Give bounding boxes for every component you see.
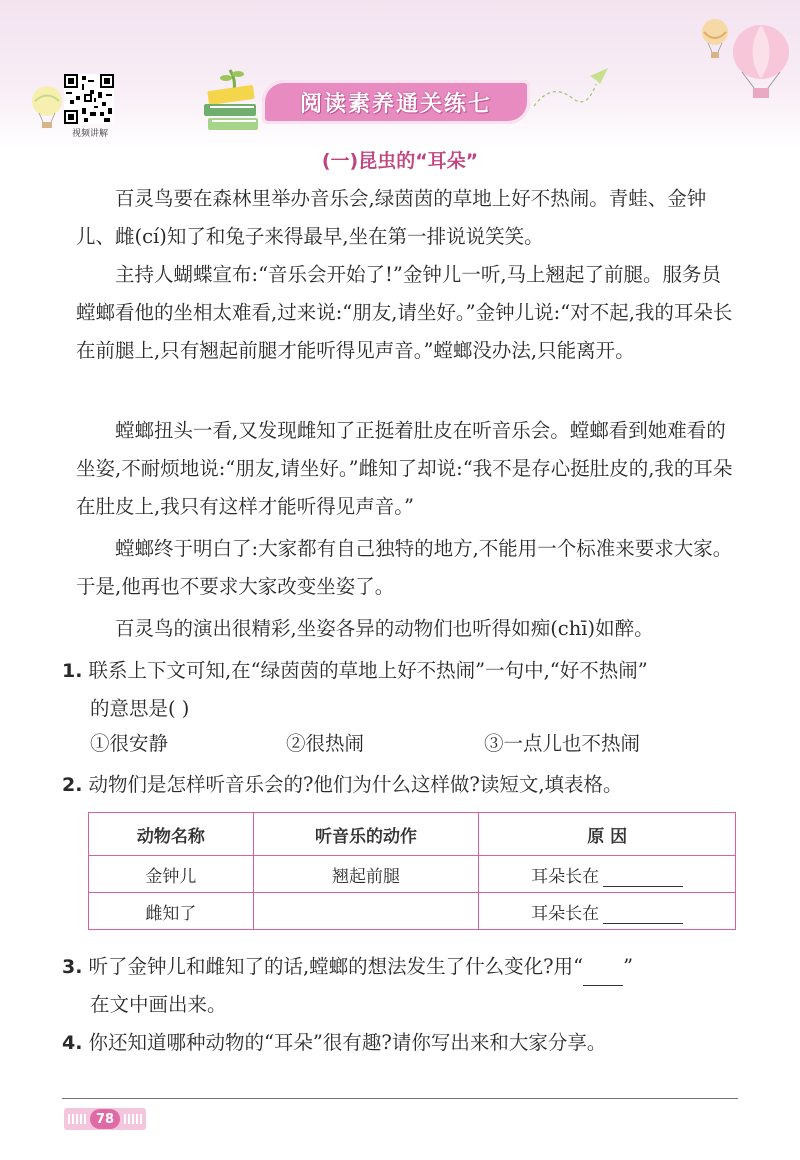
underline-sample [583,965,623,986]
passage-paragraph-3: 螳螂扭头一看,又发现雌知了正挺着肚皮在听音乐会。螳螂看到她难看的坐姿,不耐烦地说:“朋友,请坐好。”雌知了却说:“我不是存心挺肚皮的,我的耳朵在肚皮上,我只有这样才能听得见声音。” [76,419,733,518]
page-title: 阅读素养通关练七 [299,91,492,117]
table-row [89,856,736,893]
passage-paragraph-5: 百灵鸟的演出很精彩,坐姿各异的动物们也听得如痴(chī)如醉。 [115,617,654,640]
answer-line[interactable] [62,1098,738,1099]
option-1[interactable]: ①很安静 [90,732,169,755]
qr-caption: 视频讲解 [71,129,108,139]
question-4-number: 4. [62,1032,83,1054]
table-row [89,893,736,930]
table-cell-animal: 金钟儿 [89,856,254,893]
paper-plane-icon [532,62,612,112]
table-cell-reason[interactable] [479,856,736,893]
question-3 [62,948,742,1024]
books-icon [200,66,264,136]
question-1-number: 1. [62,660,83,682]
answer-blank[interactable] [603,903,683,924]
question-1-options [90,728,730,762]
page-title-banner [262,80,530,124]
question-1 [62,652,742,728]
question-3-number: 3. [62,956,83,978]
question-2-text: 动物们是怎样听音乐会的?他们为什么这样做?读短文,填表格。 [88,773,623,796]
hot-air-balloon-small-icon [700,18,730,62]
badge-stripe-left [68,1114,86,1124]
answer-blank[interactable] [603,866,683,887]
hot-air-balloon-large-icon [730,24,792,104]
answer-table [88,812,736,930]
question-2-number: 2. [62,774,83,796]
table-cell-reason[interactable] [479,893,736,930]
table-cell-action-empty[interactable] [253,893,479,930]
page-number: 78 [90,1109,120,1129]
question-3-line1b: ” [623,955,634,978]
qr-code-icon[interactable] [64,74,114,124]
reason-prefix: 耳朵长在 [531,866,600,887]
question-1-line2[interactable]: 的意思是( ) [90,697,190,720]
question-4-text: 你还知道哪种动物的“耳朵”很有趣?请你写出来和大家分享。 [88,1031,607,1054]
question-3-line2: 在文中画出来。 [90,993,227,1016]
passage-paragraph-2: 主持人蝴蝶宣布:“音乐会开始了!”金钟儿一听,马上翘起了前腿。服务员螳螂看他的坐相太难看,过来说:“朋友,请坐好。”金钟儿说:“对不起,我的耳朵长在前腿上,只有翘起前腿才能听得见声音。”螳螂没办法,只能离开。 [76,263,733,362]
table-header-row [89,813,736,856]
table-cell-action: 翘起前腿 [253,856,479,893]
page-number-badge [64,1108,146,1130]
badge-stripe-right [124,1114,142,1124]
question-3-line1a: 听了金钟儿和雌知了的话,螳螂的想法发生了什么变化?用“ [88,955,584,978]
passage-title: (一)昆虫的“耳朵” [321,150,479,172]
option-2[interactable]: ②很热闹 [286,732,365,755]
reason-prefix: 耳朵长在 [531,903,600,924]
question-1-line1: 联系上下文可知,在“绿茵茵的草地上好不热闹”一句中,“好不热闹” [88,659,648,682]
option-3[interactable]: ③一点儿也不热闹 [484,732,641,755]
table-cell-animal: 雌知了 [89,893,254,930]
table-header-action: 听音乐的动作 [253,813,479,856]
table-header-animal: 动物名称 [89,813,254,856]
table-header-reason: 原 因 [479,813,736,856]
passage-paragraph-4: 螳螂终于明白了:大家都有自己独特的地方,不能用一个标准来要求大家。于是,他再也不要求大家改变坐姿了。 [76,537,733,598]
question-4 [62,1024,742,1062]
question-2 [62,766,742,804]
passage-paragraph-1: 百灵鸟要在森林里举办音乐会,绿茵茵的草地上好不热闹。青蛙、金钟儿、雌(cí)知了和兔子来得最早,坐在第一排说说笑笑。 [76,187,707,248]
